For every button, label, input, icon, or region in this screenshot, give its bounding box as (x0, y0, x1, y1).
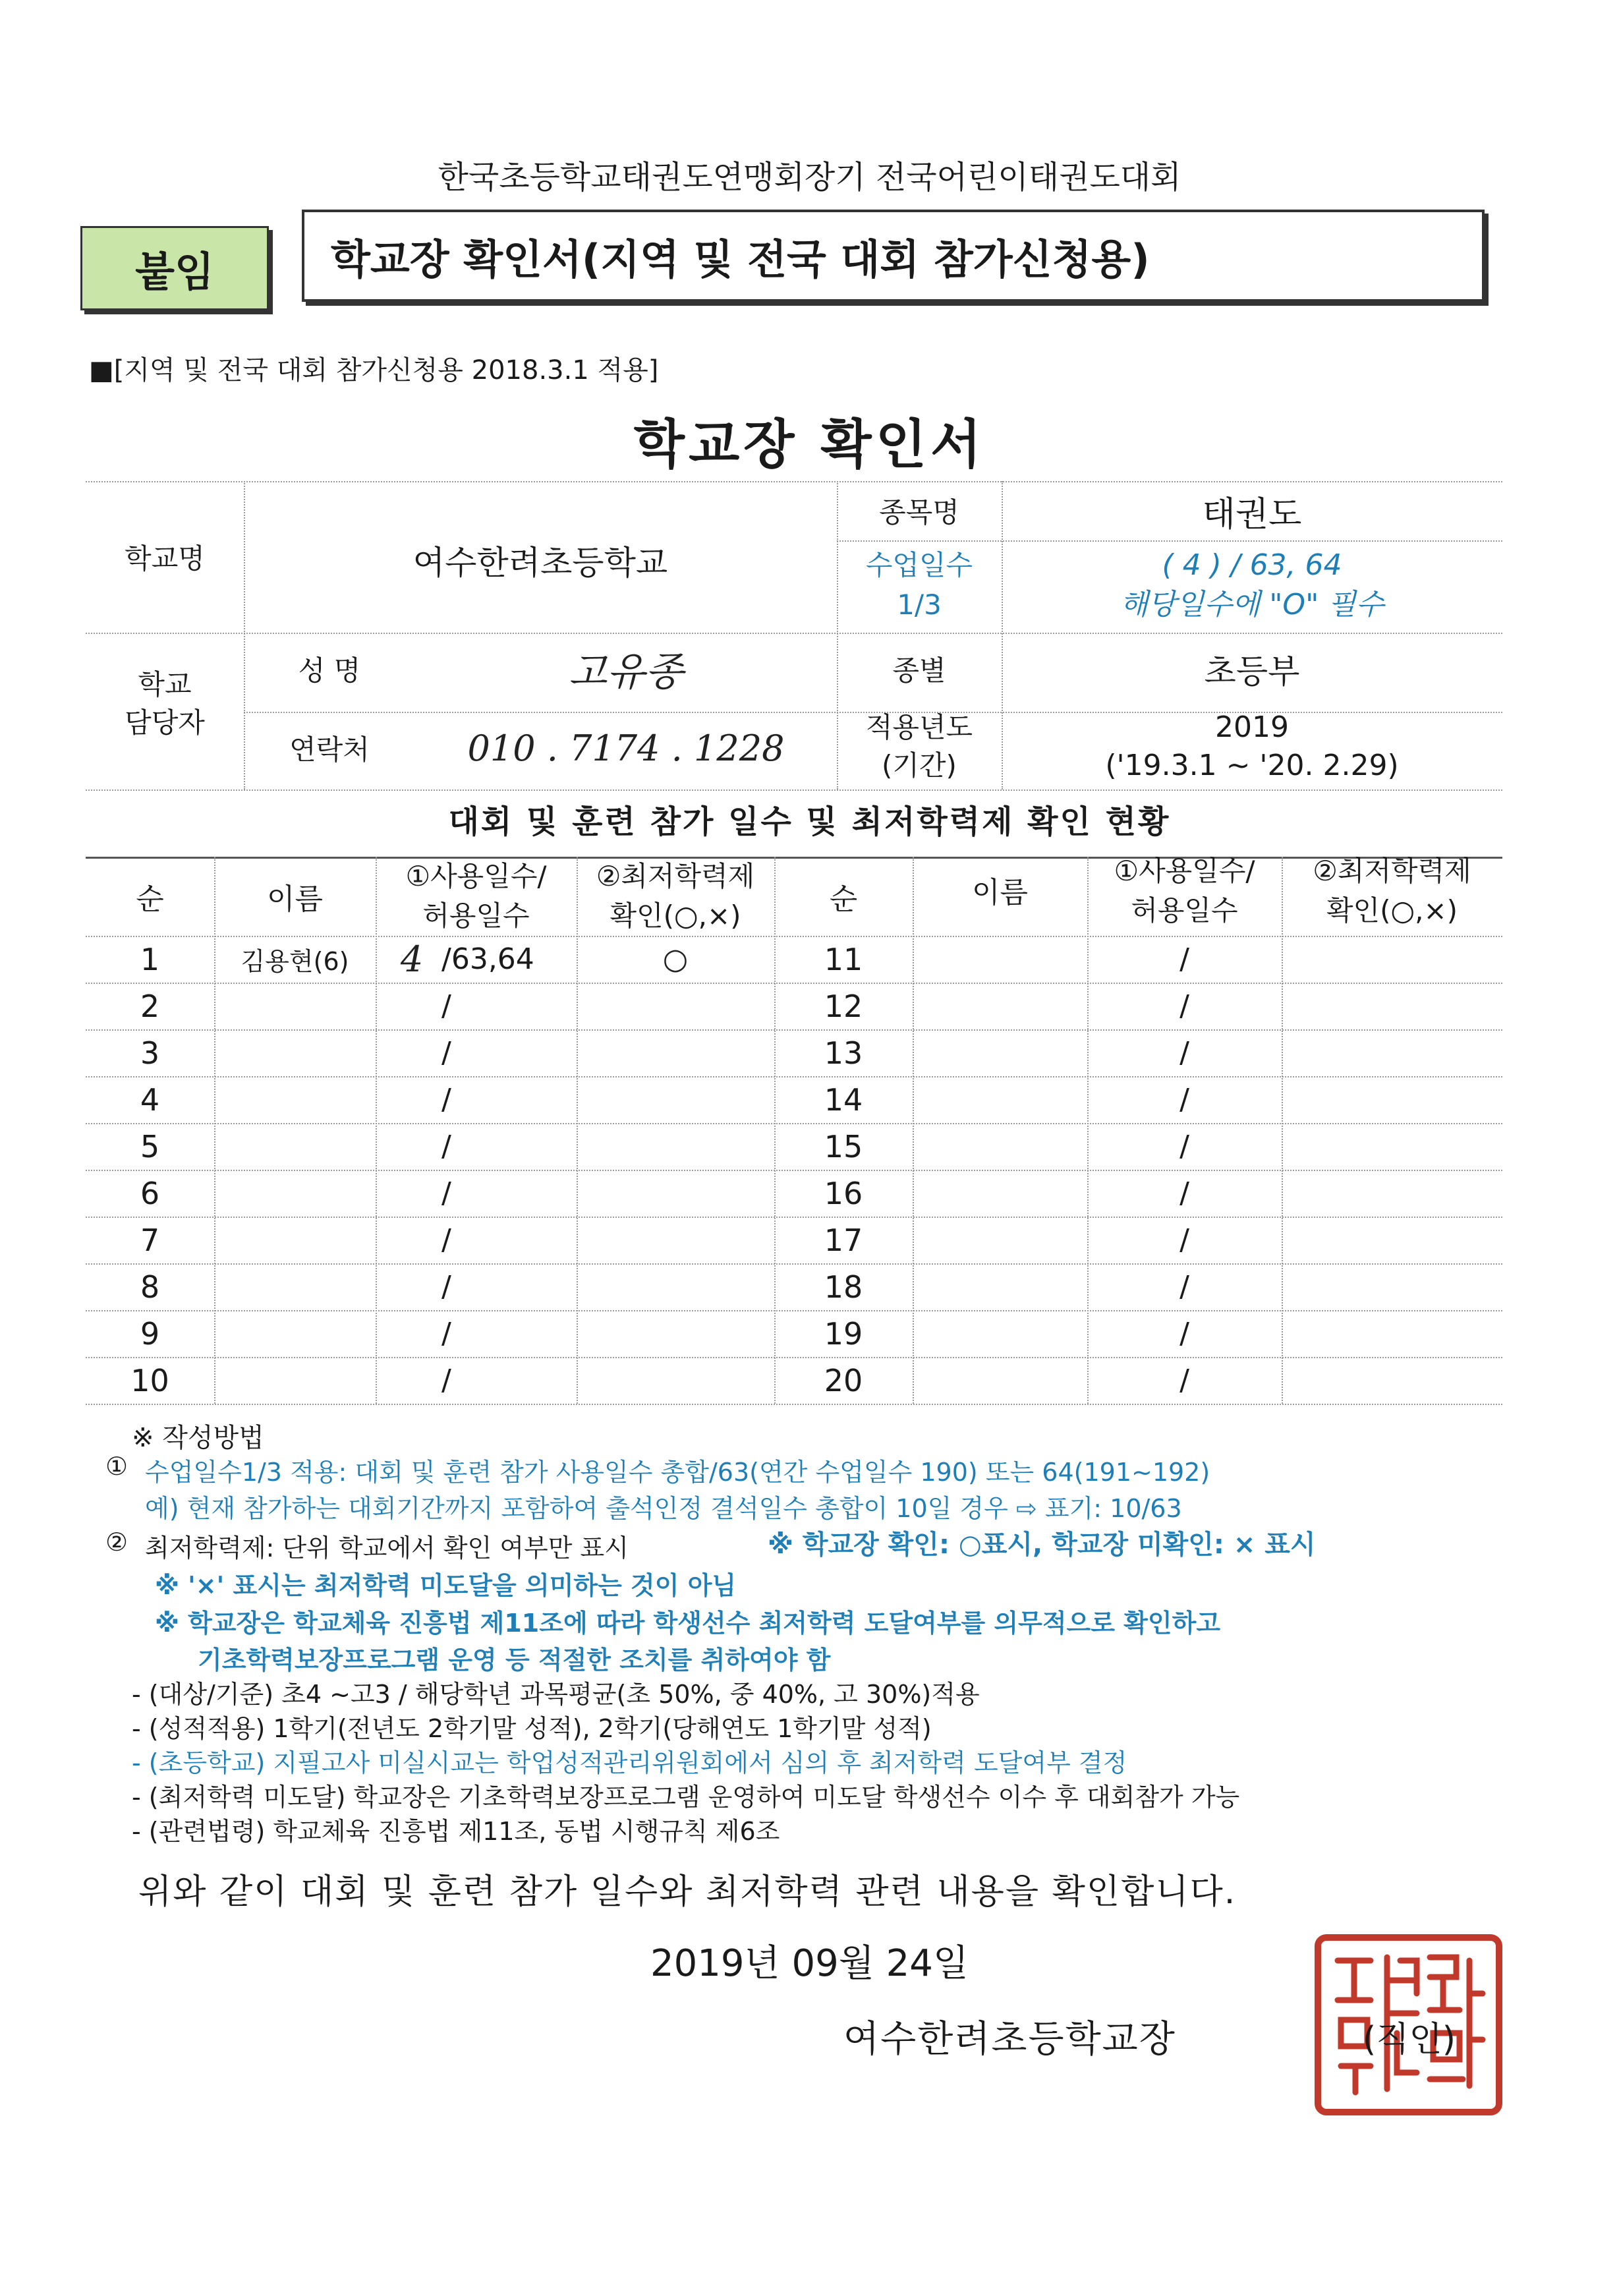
row-check (577, 1029, 774, 1076)
row-allowed-days: / (1179, 1176, 1189, 1210)
row-allowed-days: / (1179, 1270, 1189, 1304)
row-number: 9 (140, 1315, 160, 1352)
col-days-right (1087, 851, 1282, 931)
note-1-line1: 수업일수1/3 적용: 대회 및 훈련 참가 사용일수 총합/63(연간 수업일수 190) 또는 64(191~192) (145, 1458, 1210, 1487)
row-allowed-days: / (1179, 1036, 1189, 1070)
seal-note: (직인) (1363, 2020, 1456, 2059)
row-used-days (382, 1263, 441, 1310)
row-name (214, 1217, 376, 1263)
name-value: 고유종 (569, 649, 683, 695)
row-number: 10 (130, 1362, 169, 1398)
row-number: 11 (824, 941, 863, 977)
status-title: 대회 및 훈련 참가 일수 및 최저학력제 확인 현황 (448, 803, 1171, 840)
row-number: 18 (824, 1269, 863, 1305)
sub-note: ■[지역 및 전국 대회 참가신청용 2018.3.1 적용] (89, 355, 659, 386)
note-d4: - (최저학력 미도달) 학교장은 기초학력보장프로그램 운영하여 미도달 학생선수 이수 후 대회참가 가능 (132, 1783, 1240, 1812)
row-used-days (382, 1123, 441, 1170)
table-row-line (86, 1404, 1502, 1405)
col-no-left: 순 (136, 882, 164, 916)
row-used-days (382, 1357, 441, 1404)
col-check-right-2: 확인(○,×) (1326, 894, 1458, 927)
row-number: 5 (140, 1128, 160, 1164)
note-2-line1a: 최저학력제: 단위 학교에서 확인 여부만 표시 (145, 1534, 629, 1563)
row-allowed-days: /63,64 (441, 942, 534, 976)
row-name (214, 983, 376, 1029)
note-d1: - (대상/기준) 초4 ~고3 / 해당학년 과목평균(초 50%, 중 40%, 고 30%)적용 (132, 1680, 980, 1709)
row-check (577, 1263, 774, 1310)
col-check-right-1: ②최저학력제 (1313, 855, 1471, 887)
row-name (214, 1310, 376, 1357)
doc-title: 학교장 확인서 (633, 414, 986, 475)
row-check (577, 1123, 774, 1170)
row-allowed-days: / (441, 1176, 451, 1210)
year-label (837, 708, 1002, 785)
row-used-days (382, 1310, 441, 1357)
row-number: 3 (140, 1035, 160, 1071)
row-allowed-days: / (1179, 1223, 1189, 1257)
row-check: ○ (662, 942, 689, 976)
note-2-line2: ※ '×' 표시는 최저학력 미도달을 의미하는 것이 아님 (155, 1571, 737, 1600)
note-2-line4: 기초학력보장프로그램 운영 등 적절한 조치를 취하여야 함 (198, 1646, 831, 1675)
row-number: 12 (824, 988, 863, 1024)
row-check (577, 1076, 774, 1123)
confirm-text: 위와 같이 대회 및 훈련 참가 일수와 최저학력 관련 내용을 확인합니다. (138, 1872, 1237, 1912)
row-check (577, 983, 774, 1029)
classdays-note: 해당일수에 "O" 필수 (1120, 588, 1384, 621)
col-check-left (577, 857, 774, 936)
row-name (214, 1123, 376, 1170)
sport-value: 태권도 (1202, 494, 1302, 534)
note-2-line3: ※ 학교장은 학교체육 진흥법 제11조에 따라 학생선수 최저학력 도달여부를 의무적으로 확인하고 (155, 1609, 1221, 1638)
row-number: 6 (140, 1175, 160, 1211)
confirm-date: 2019년 09월 24일 (650, 1942, 969, 1985)
row-check (577, 1170, 774, 1217)
row-allowed-days: / (441, 1223, 451, 1257)
division-label: 종별 (892, 654, 946, 687)
banner-title: 학교장 확인서(지역 및 전국 대회 참가신청용) (302, 210, 1485, 302)
note-2-line1b: ※ 학교장 확인: ○표시, 학교장 미확인: × 표시 (768, 1530, 1316, 1560)
org-title: 한국초등학교태권도연맹회장기 전국어린이태권도대회 (438, 159, 1181, 196)
row-used-days (382, 1029, 441, 1076)
table-vline-2 (376, 857, 377, 1404)
contact-label: 연락처 (289, 733, 370, 766)
row-used-days: 4 (400, 938, 424, 980)
note-d2: - (성적적용) 1학기(전년도 2학기말 성적), 2학기(당해연도 1학기말 성적) (132, 1714, 932, 1743)
note-1-line2: 예) 현재 참가하는 대회기간까지 포함하여 출석인정 결석일수 총합이 10일 경우 ⇨ 표기: 10/63 (145, 1494, 1182, 1523)
year-value-1: 2019 (1215, 710, 1289, 744)
row-allowed-days: / (441, 1317, 451, 1350)
table-vline-5 (913, 857, 914, 1404)
row-check (577, 1357, 774, 1404)
row-name (214, 1170, 376, 1217)
sport-label: 종목명 (879, 496, 959, 529)
row-used-days (382, 1076, 441, 1123)
year-value (1002, 708, 1502, 785)
row-number: 20 (824, 1362, 863, 1398)
notes-heading: ※ 작성방법 (132, 1423, 264, 1453)
classdays-label (837, 546, 1002, 625)
row-number: 2 (140, 988, 160, 1024)
col-name-right: 이름 (971, 876, 1028, 909)
school-value: 여수한려초등학교 (412, 544, 668, 582)
row-allowed-days: / (1179, 1317, 1189, 1350)
info-line-sub2 (837, 540, 1502, 542)
row-allowed-days: / (1179, 1083, 1189, 1116)
row-name (214, 1076, 376, 1123)
classdays-label-2: 1/3 (897, 588, 942, 621)
row-name: 김용현(6) (241, 947, 349, 976)
note-1-marker: ① (105, 1452, 128, 1481)
classdays-value-text: ( 4 ) / 63, 64 (1162, 548, 1342, 582)
row-name (214, 1263, 376, 1310)
row-name (214, 1357, 376, 1404)
row-number: 8 (140, 1269, 160, 1305)
principal-name: 여수한려초등학교장 (843, 2018, 1176, 2061)
col-days-left-1: ①사용일수/ (405, 860, 547, 892)
row-used-days (382, 983, 441, 1029)
contact-value: 010 . 7174 . 1228 (467, 727, 785, 769)
attach-label: 붙임 (80, 226, 269, 310)
col-no-right: 순 (829, 882, 858, 916)
note-2-marker: ② (105, 1528, 128, 1557)
row-number: 16 (824, 1175, 863, 1211)
row-allowed-days: / (441, 1130, 451, 1163)
manager-label-2: 담당자 (125, 706, 205, 739)
row-name (214, 1029, 376, 1076)
col-check-right (1282, 851, 1502, 931)
division-value: 초등부 (1204, 652, 1300, 691)
row-allowed-days: / (1179, 1363, 1189, 1397)
note-d5: - (관련법령) 학교체육 진흥법 제11조, 동법 시행규칙 제6조 (132, 1817, 780, 1846)
name-label: 성 명 (298, 654, 361, 687)
row-number: 14 (824, 1081, 863, 1118)
row-check (577, 1217, 774, 1263)
col-days-left (376, 857, 577, 936)
note-d3: - (초등학교) 지필고사 미실시교는 학업성적관리위원회에서 심의 후 최저학력 도달여부 결정 (132, 1748, 1127, 1777)
table-vline-7 (1282, 857, 1283, 1404)
row-used-days (382, 1217, 441, 1263)
info-line-bottom (86, 789, 1502, 791)
col-check-left-2: 확인(○,×) (610, 900, 741, 932)
row-allowed-days: / (1179, 942, 1189, 976)
year-label-1: 적용년도 (865, 711, 973, 743)
row-number: 15 (824, 1128, 863, 1164)
row-allowed-days: / (1179, 989, 1189, 1023)
row-allowed-days: / (441, 1083, 451, 1116)
row-number: 17 (824, 1222, 863, 1258)
school-label: 학교명 (125, 542, 205, 575)
row-used-days (382, 1170, 441, 1217)
classdays-value (1002, 546, 1502, 625)
manager-label-1: 학교 (138, 668, 192, 701)
row-number: 4 (140, 1081, 160, 1118)
row-check (577, 1310, 774, 1357)
row-number: 1 (140, 941, 160, 977)
row-number: 7 (140, 1222, 160, 1258)
col-days-right-1: ①사용일수/ (1114, 855, 1255, 887)
row-allowed-days: / (1179, 1130, 1189, 1163)
col-name-left: 이름 (266, 882, 323, 916)
col-days-right-2: 허용일수 (1131, 894, 1238, 927)
row-allowed-days: / (441, 1363, 451, 1397)
classdays-label-1: 수업일수 (865, 549, 973, 581)
col-days-left-2: 허용일수 (422, 900, 530, 932)
row-allowed-days: / (441, 989, 451, 1023)
manager-label (86, 666, 244, 742)
year-label-2: (기간) (882, 749, 957, 782)
row-allowed-days: / (441, 1270, 451, 1304)
row-number: 19 (824, 1315, 863, 1352)
year-value-2: ('19.3.1 ~ '20. 2.29) (1105, 749, 1399, 782)
col-check-left-1: ②최저학력제 (596, 860, 755, 892)
row-allowed-days: / (441, 1036, 451, 1070)
row-number: 13 (824, 1035, 863, 1071)
